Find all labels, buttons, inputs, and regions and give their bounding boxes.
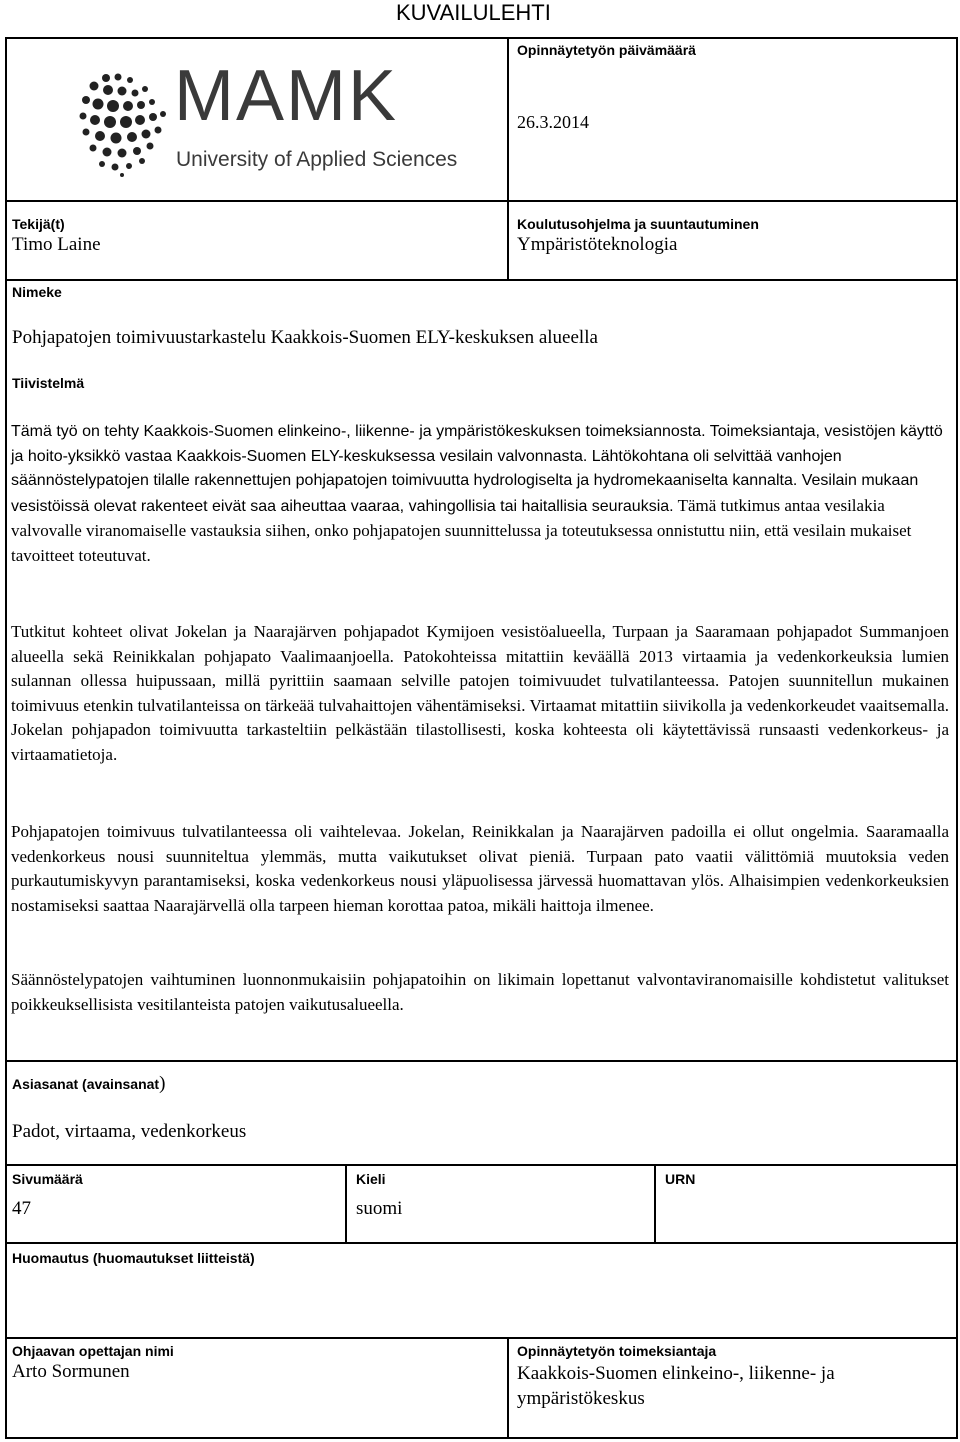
authors-value: Timo Laine xyxy=(12,234,101,255)
keywords-value: Padot, virtaama, vedenkorkeus xyxy=(12,1121,247,1142)
language-label: Kieli xyxy=(356,1171,386,1187)
language-value: suomi xyxy=(356,1198,403,1219)
frame-top-line xyxy=(7,37,958,39)
divider-after-abstract xyxy=(5,1060,958,1062)
divider-col-urn xyxy=(654,1164,656,1243)
pages-value: 47 xyxy=(12,1198,31,1219)
mamk-logo-mark-icon xyxy=(78,72,173,177)
divider-col-kieli xyxy=(345,1164,347,1243)
page-title: KUVAILULEHTI xyxy=(396,0,551,25)
abstract-paragraph-4: Säännöstelypatojen vaihtuminen luonnonmukaisiin pohjapatoihin on likimain lopettanut valvontaviranomaisille kohdistetut valitukset poikkeuksellisista vesitilanteista patojen vaikutusalueella. xyxy=(11,970,949,1014)
abstract-paragraph-1 xyxy=(11,420,949,568)
mamk-logo-tagline: University of Applied Sciences xyxy=(176,148,458,171)
programme-label: Koulutusohjelma ja suuntautuminen xyxy=(517,216,759,232)
divider-after-author xyxy=(5,279,958,281)
abstract-paragraph-3: Pohjapatojen toimivuus tulvatilanteessa oli vaihtelevaa. Jokelan, Reinikkalan ja Naarajärven padoilla ei ollut ongelmia. Saaramaalla vedenkorkeus nousi suunniteltua ylemmäs, mutta vaikutukset olivat pieniä. Turpaan pato vaatii välittömiä muutoksia veden purkautumiskyvyn parantamiseksi, koska vedenkorkeus nousi yläpuolisessa järvessä huomattavan ylös. Alhaisimpien vedenkorkeuksien nostamiseksi saattaa Naarajärvellä olla tarpeen hieman korottaa patoa, mikäli haittoja ilmenee. xyxy=(11,822,949,915)
supervisor-label: Ohjaavan opettajan nimi xyxy=(12,1343,174,1359)
keywords-paren: ) xyxy=(159,1073,166,1094)
title-label: Nimeke xyxy=(12,284,62,300)
title-value: Pohjapatojen toimivuustarkastelu Kaakkois-Suomen ELY-keskuksen alueella xyxy=(12,327,598,348)
abstract-p1-sans: Tämä työ on tehty Kaakkois-Suomen elinkeino-, liikenne- ja ympäristökeskuksen toimeksiannosta. Toimeksiantaja, vesistöjen käyttö ja hoito-yksikkö vastaa Kaakkois-Suomen ELY-keskuksessa vesilain valvonnasta. Lähtökohtana oli selvittää vanhojen säännöstelypatojen tilalle rakennettujen pohjapatojen toimivuutta hydrologiselta ja hydromekaaniselta kannalta. Vesilain mukaan vesistöissä olevat rakenteet eivät saa aiheuttaa vaaraa, vahingollisia tai haitallisia seurauksia. xyxy=(11,423,943,515)
abstract-label: Tiivistelmä xyxy=(12,375,85,391)
divider-col-bottom xyxy=(507,1337,509,1438)
frame-bottom-line xyxy=(5,1437,958,1439)
notes-label: Huomautus (huomautukset liitteistä) xyxy=(12,1250,255,1266)
date-label: Opinnäytetyön päivämäärä xyxy=(517,42,696,58)
frame-left-line xyxy=(5,37,7,1439)
programme-value: Ympäristöteknologia xyxy=(517,234,678,255)
abstract-p1-serif: Tämä tutkimus antaa vesilakia valvovalle viranomaiselle vastauksia siihen, onko pohjapatojen suunnittelussa ja toteutuksessa onnistuttu niin, että vesilain mukaiset tavoitteet toteutuvat. xyxy=(11,495,912,565)
authors-label: Tekijä(t) xyxy=(12,216,65,232)
keywords-label-row xyxy=(12,1073,165,1095)
date-value: 26.3.2014 xyxy=(517,112,589,132)
urn-label: URN xyxy=(665,1171,696,1187)
keywords-label: Asiasanat (avainsanat xyxy=(12,1076,160,1092)
supervisor-value: Arto Sormunen xyxy=(12,1361,130,1382)
divider-after-logo xyxy=(5,200,958,202)
divider-after-keywords xyxy=(5,1164,958,1166)
mamk-logo-brand: MAMK xyxy=(174,56,398,136)
mamk-logo xyxy=(78,56,458,180)
divider-after-pages xyxy=(5,1242,958,1244)
pages-label: Sivumäärä xyxy=(12,1171,83,1187)
commissioner-value: Kaakkois-Suomen elinkeino-, liikenne- ja ympäristökeskus xyxy=(517,1363,835,1409)
frame-right-line xyxy=(956,37,958,1439)
divider-col-top xyxy=(507,37,509,280)
commissioner-label: Opinnäytetyön toimeksiantaja xyxy=(517,1343,717,1359)
abstract-paragraph-2: Tutkitut kohteet olivat Jokelan ja Naarajärven pohjapadot Kymijoen vesistöalueella, Turpaan ja Saaramaan pohjapadot Summanjoen alueella sekä Reinikkalan pohjapato Vaalimaanjoella. Patokohteissa mitattiin keväällä 2013 virtaamia ja vedenkorkeuksia lumien sulannan ollessa huipussaan, millä pyrittiin saamaan selville patojen toimivuudet tulvatilanteessa. Patojen suunnitellun mukainen toimivuus etenkin tulvatilanteissa on tärkeää tulvahaittojen vähentämiseksi. Virtaamat mitattiin siivikolla ja vedenkorkeudet vaaitsemalla. Jokelan pohjapadon toimivuutta tarkasteltiin pelkästään tilastollisesti, koska kohteesta oli käytettävissä runsaasti vedenkorkeus- ja virtaamatietoja. xyxy=(11,622,949,764)
divider-after-notes xyxy=(5,1337,958,1339)
